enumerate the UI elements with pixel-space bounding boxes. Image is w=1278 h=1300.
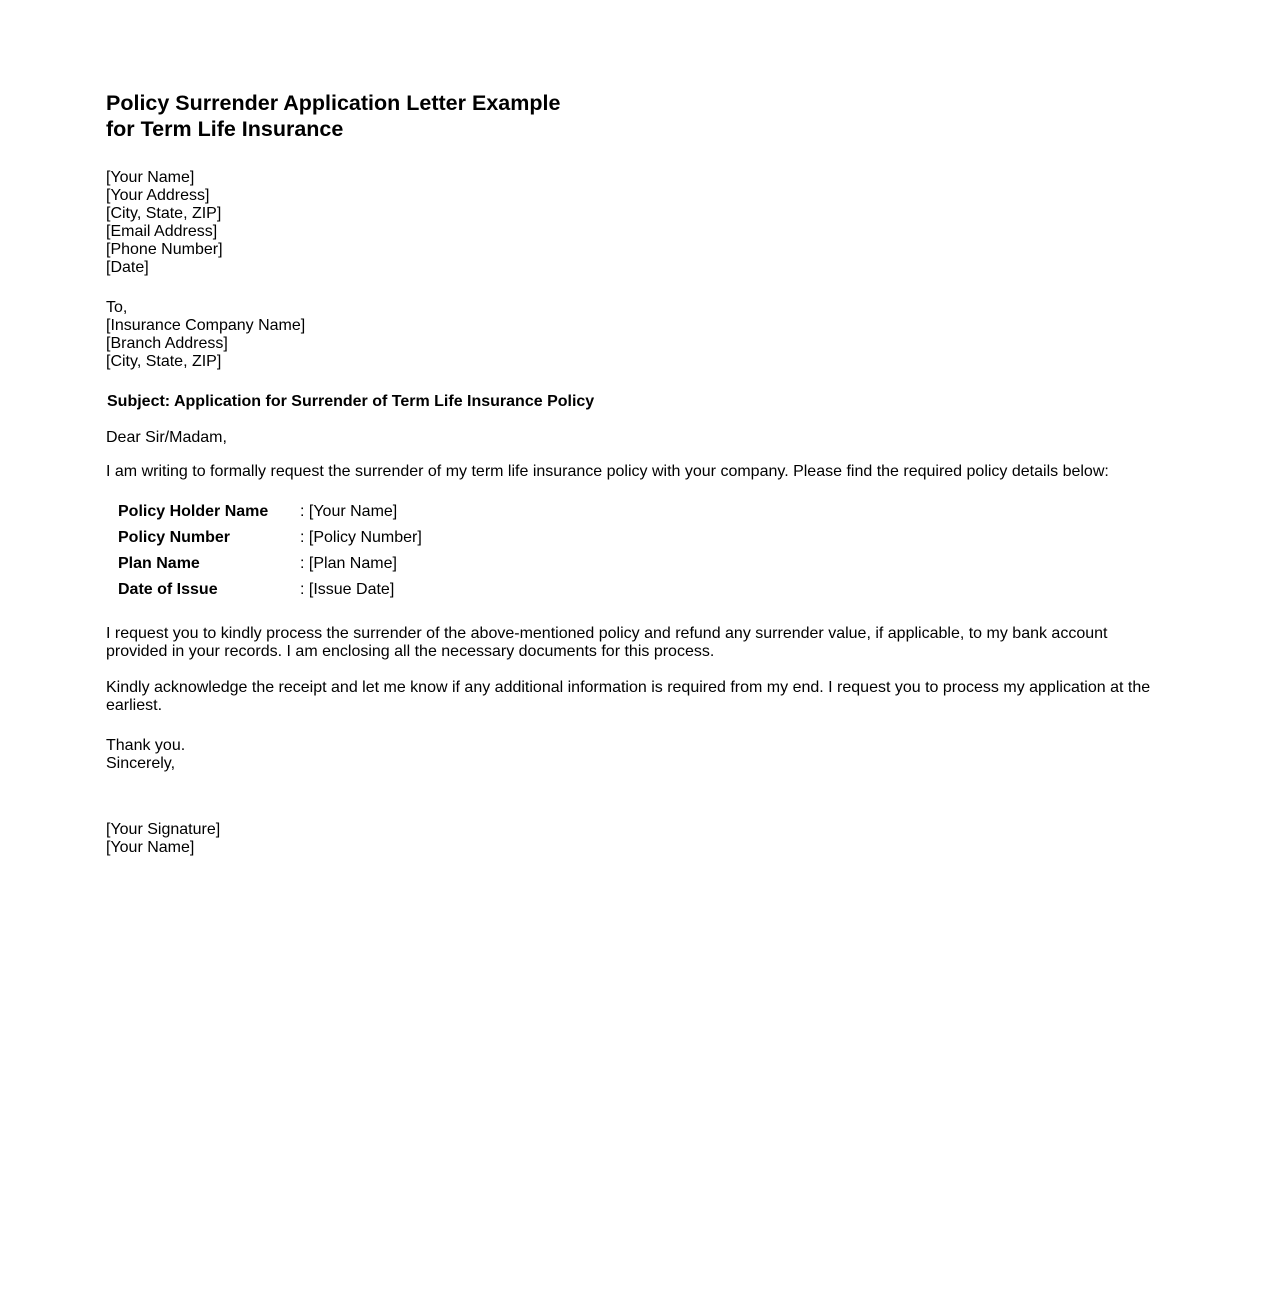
- sender-name: [Your Name]: [106, 169, 195, 186]
- detail-row-plan-name: [118, 551, 1166, 577]
- sender-phone: [Phone Number]: [106, 241, 223, 258]
- detail-row-policy-holder: [118, 499, 1166, 525]
- sender-address-block: [106, 169, 1166, 277]
- document-title: [106, 90, 626, 142]
- body-paragraph-request: I request you to kindly process the surrender of the above-mentioned policy and refund any surrender value, if applicable, to my bank account provided in your records. I am enclosing all the necessary documents for this process.: [106, 625, 1108, 660]
- detail-label: Plan Name: [118, 555, 200, 572]
- letter-document: [106, 90, 1166, 857]
- detail-label: Policy Number: [118, 529, 231, 546]
- policy-details-table: [118, 499, 1166, 603]
- letter-subject: Subject: Application for Surrender of Term Life Insurance Policy: [107, 393, 595, 410]
- detail-value: : [Policy Number]: [300, 529, 422, 546]
- signature-placeholder: [Your Signature]: [106, 821, 221, 838]
- detail-label: Policy Holder Name: [118, 503, 269, 520]
- title-line-1: Policy Surrender Application Letter Example: [106, 91, 561, 115]
- closing-sincerely: Sincerely,: [106, 755, 176, 772]
- recipient-address-block: [106, 299, 1166, 371]
- recipient-to: To,: [106, 299, 128, 316]
- sender-email: [Email Address]: [106, 223, 218, 240]
- sender-address: [Your Address]: [106, 187, 210, 204]
- sender-city-state-zip: [City, State, ZIP]: [106, 205, 222, 222]
- closing-thanks: Thank you.: [106, 737, 186, 754]
- detail-label: Date of Issue: [118, 581, 218, 598]
- recipient-branch-address: [Branch Address]: [106, 335, 228, 352]
- title-line-2: for Term Life Insurance: [106, 117, 344, 141]
- letter-date: [Date]: [106, 259, 149, 276]
- closing-block: [106, 737, 1166, 773]
- detail-value: : [Your Name]: [300, 503, 398, 520]
- detail-row-date-of-issue: [118, 577, 1166, 603]
- recipient-city-state-zip: [City, State, ZIP]: [106, 353, 222, 370]
- recipient-company: [Insurance Company Name]: [106, 317, 306, 334]
- detail-row-policy-number: [118, 525, 1166, 551]
- intro-paragraph: I am writing to formally request the surrender of my term life insurance policy with your company. Please find the required policy details below:: [106, 463, 1109, 480]
- detail-value: : [Issue Date]: [300, 581, 395, 598]
- signature-block: [106, 821, 1166, 857]
- detail-value: : [Plan Name]: [300, 555, 397, 572]
- body-paragraph-acknowledge: Kindly acknowledge the receipt and let me know if any additional information is required from my end. I request you to process my application at the earliest.: [106, 679, 1151, 714]
- signer-name: [Your Name]: [106, 839, 195, 856]
- salutation: Dear Sir/Madam,: [106, 429, 227, 446]
